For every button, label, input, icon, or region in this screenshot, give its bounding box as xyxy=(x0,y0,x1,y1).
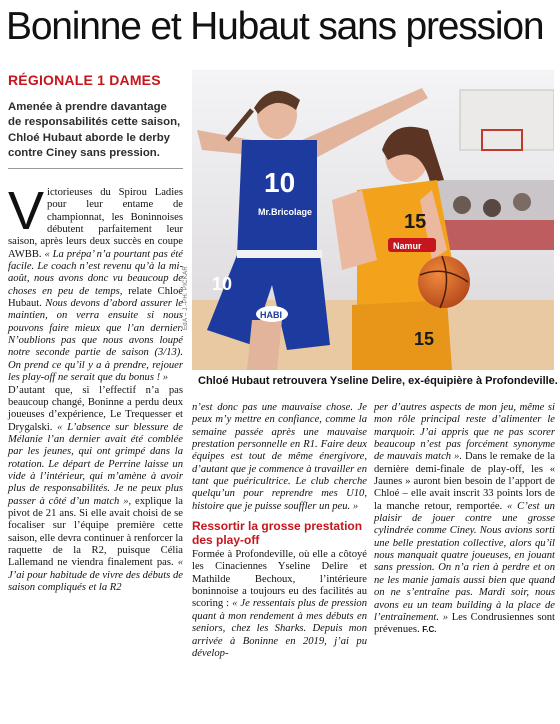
text-run: relate Chloé Hubaut. xyxy=(8,285,183,310)
photo-caption: Chloé Hubaut retrouvera Yseline Delire, ex-équipière à Profondeville. xyxy=(198,375,558,387)
text-run: D’autant que, si l’effectif n’a pas beaucoup changé, Boninne a perdu deux joueuses d’expérience, Le Trequesser et Drygalski. xyxy=(8,384,183,433)
text-run: explique la pivot de 21 ans. Si elle avait choisi de se focaliser sur l’équipe première cette saison, elle devra continuer à renforcer la raquette de la R2, puisque Célia Lallemand ne viendra finalement pas. xyxy=(8,495,184,569)
quote-run: « Je ressentais plus de pression quant à mon rendement à mes débuts en seniors, chez les Sharks. Depuis mon arrivée à Boninne en 2019, j’ai pu dévelop- xyxy=(192,598,367,659)
jersey-sponsor-left: Mr.Bricolage xyxy=(258,207,313,217)
quote-run: n’est donc pas une mauvaise chose. Je peux m’y mettre en confiance, comme la semaine passée après une mauvaise prestation personnelle en R1. Faire deux équipes est tout de même énergivore, d’autant que je commence à travailler en tant que puéricultrice. Le club cherche quelqu’un pour reprendre mes U10, histoire que je puisse souffler un peu. » xyxy=(192,402,367,512)
subheading: Ressortir la grosse prestation des play-off xyxy=(192,519,363,548)
text-run: Les Condrusiennes sont prévenues. xyxy=(374,611,555,636)
quote-run: « La prépa’ n’a pourtant pas été facile. Le coach n’est revenu qu’à la mi-août, nous avons donc vu beaucoup de choses en peu de temps, xyxy=(8,248,183,297)
paragraph xyxy=(8,385,183,595)
section-rubric: RÉGIONALE 1 DAMES xyxy=(8,72,161,88)
text-run: Dans le remake de la dernière demi-finale de play-off, les « Jaunes » auront bien besoin de l’apport de Chloé – elle avait inscrit 33 points lors de la manche retour, remportée. xyxy=(374,451,555,512)
intro-divider xyxy=(8,168,183,169)
paragraph xyxy=(374,402,555,637)
jersey-sponsor-right: Namur xyxy=(393,241,422,251)
article-photo xyxy=(192,70,554,370)
basketball-photo xyxy=(192,70,554,370)
quote-run: « L’absence sur blessure de Mélanie l’an dernier avait été comblée par les jeunes, qui ont grimpé dans la rotation. Le départ de Perrine laisse un vide à l’intérieur, qui m’amène à avoir plus de responsabilités. Je ne peux plus passer à côté d’un match », xyxy=(8,421,184,507)
paragraph xyxy=(8,181,184,385)
intro-lead: Amenée à prendre davantage de responsabilités cette saison, Chloé Hubaut aborde le derby contre Ciney sans pression. xyxy=(8,101,181,160)
quote-run: « C’est un plaisir de jouer contre une grosse cylindrée comme Ciney. Nous avions sorti une belle prestation collective, alors qu’il nous manquait quatre joueuses, en jouant sans pression. On n’a rien à perdre et on ne les manie jamais aussi bien que quand on ne s’entraîne pas. Mardi soir, nous avons eu un team building à la place de l’entraînement. » xyxy=(374,500,555,623)
author-signature: F.C. xyxy=(422,625,437,635)
text-run: Formée à Profondeville, où elle a côtoyé les Cinaciennes Yseline Delire et Mathilde Bechoux, l’intérieure boninnoise a toujours eu des facilités au scoring : xyxy=(192,549,367,610)
article-column-1 xyxy=(8,181,184,594)
text-run: ictorieuses du Spirou Ladies pour leur entame de championnat, les Boninnoises débutent parfaitement leur saison, après leurs deux succès en coupe AWBB. xyxy=(8,187,183,260)
quote-run: Nous devons d’abord assurer le maintien, on verra ensuite si nous pouvons faire mieux que l’an dernier. N’oublions pas que nous avons loupé notre seconde partie de saison (3/13). On prend ce qu’il y a à prendre, rejouer les play-off ne serait que du bonus ! » xyxy=(8,298,184,384)
photo-credit: ÉdA – J.-PH. PICKAR xyxy=(183,265,189,330)
article-column-3 xyxy=(374,402,555,637)
quote-run: per d’autres aspects de mon jeu, même si mon rôle principal reste d’alimenter le marquoir. J’ai appris que ne pas scorer beaucoup n’est pas forcément synonyme de mauvais match ». xyxy=(374,402,555,463)
headline: Boninne et Hubaut sans pression xyxy=(6,5,544,48)
quote-run: « J’ai pour habitude de vivre des débuts de saison compliqués et la R2 xyxy=(8,557,183,593)
paragraph xyxy=(192,549,367,660)
shorts-number-10: 10 xyxy=(212,274,233,294)
shorts-number-15: 15 xyxy=(414,329,435,349)
drop-cap: V xyxy=(8,181,45,241)
shorts-sponsor-left: HABI xyxy=(260,310,282,320)
jersey-number-10: 10 xyxy=(264,167,296,198)
jersey-number-15: 15 xyxy=(404,211,427,233)
paragraph xyxy=(192,402,367,513)
article-column-2 xyxy=(192,402,367,660)
